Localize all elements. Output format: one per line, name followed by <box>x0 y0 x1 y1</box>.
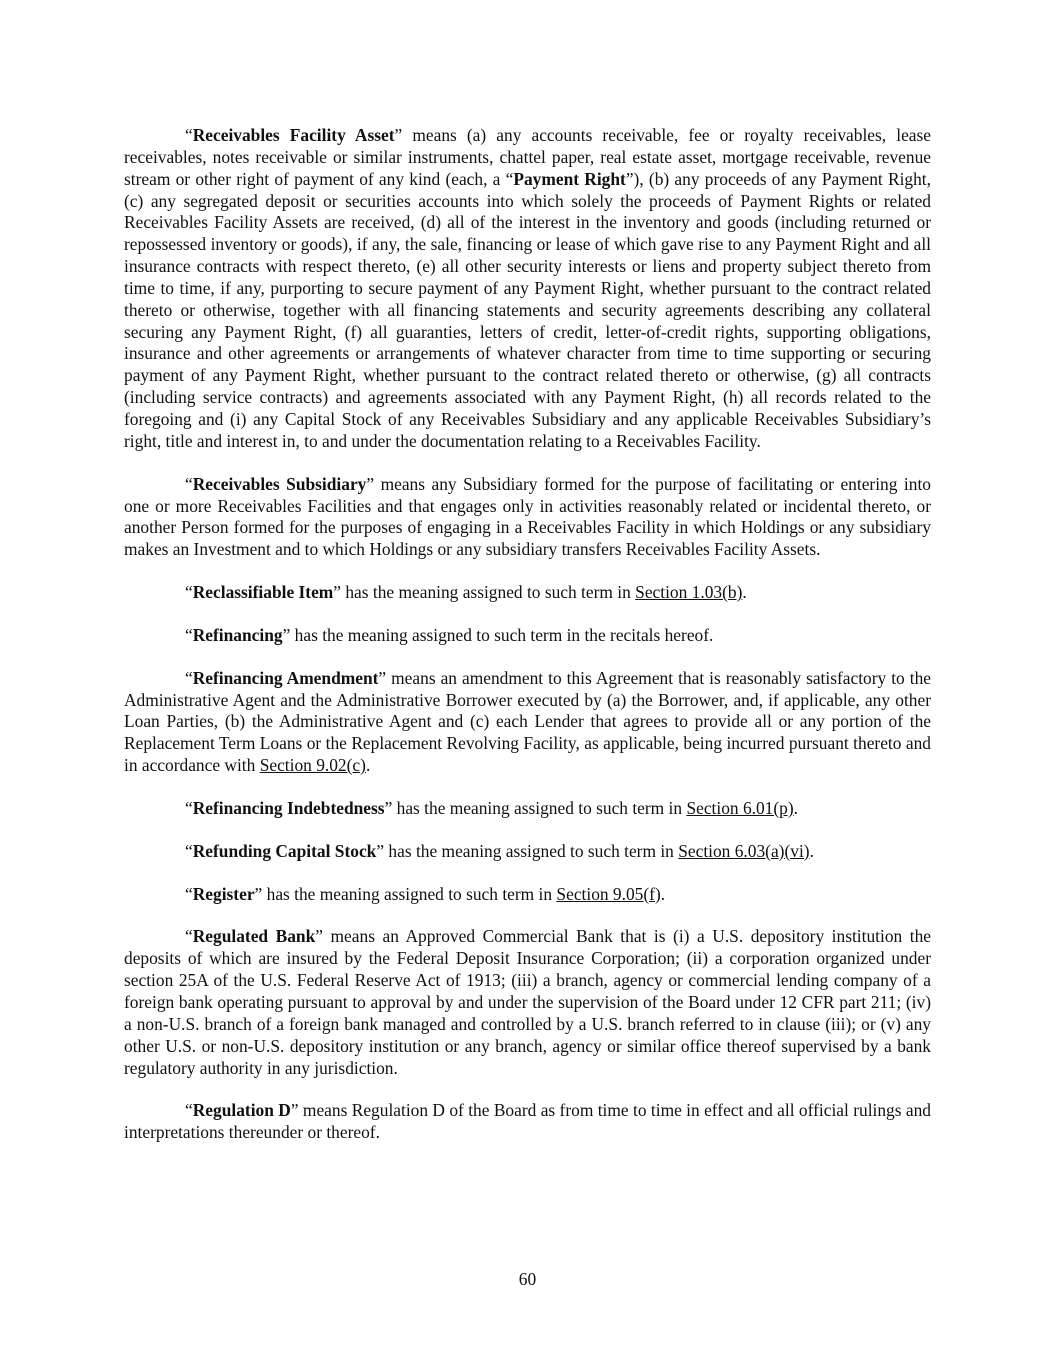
definition-refinancing-indebtedness: “Refinancing Indebtedness” has the meaning assigned to such term in Section 6.01(p). <box>185 797 799 818</box>
section-reference: Section 6.01(p) <box>686 797 794 818</box>
definition-end: . <box>660 883 666 904</box>
section-reference: Section 9.05(f) <box>556 883 661 904</box>
section-reference: Section 9.02(c) <box>259 755 366 776</box>
definition-text: has the meaning assigned to such term in <box>341 582 636 603</box>
definition-end: . <box>365 755 371 776</box>
definition-refunding-capital-stock: “Refunding Capital Stock” has the meaning assigned to such term in Section 6.03(a)(vi). <box>185 840 814 861</box>
definition-regulation-d: “Regulation D” means Regulation D of the Board as from time to time in effect and all official rulings and interpretations thereunder or thereof. <box>124 1100 931 1143</box>
definition-receivables-facility-asset: “Receivables Facility Asset” means (a) any accounts receivable, fee or royalty receivables, lease receivables, notes receivable or similar instruments, chattel paper, real estate asset, mortgage receivable, revenue stream or other right of payment of any kind (each, a “Payment Right”), (b) any proceeds of any Payment Right, (c) any segregated deposit or securities accounts into which solely the proceeds of Payment Rights or related Receivables Facility Assets are received, (d) all of the interest in the inventory and goods (including returned or repossessed inventory or goods), if any, the sale, financing or lease of which gave rise to any Payment Right and all insurance contracts with respect thereto, (e) all other security interests or liens and property subject thereto from time to time, if any, purporting to secure payment of any Payment Right, whether pursuant to the contract related thereto or otherwise, together with all financing statements and security agreements describing any collateral securing any Payment Right, (f) all guaranties, letters of credit, letter-of-credit rights, supporting obligations, insurance and other agreements or arrangements of whatever character from time to time supporting or securing payment of any Payment Right, whether pursuant to the contract related thereto or otherwise, (g) all contracts (including service contracts) and agreements associated with any Payment Right, (h) all records related to the foregoing and (i) any Capital Stock of any Receivables Subsidiary and any applicable Receivables Subsidiary’s right, title and interest in, to and under the documentation relating to a Receivables Facility. <box>124 125 931 451</box>
definition-end: . <box>742 582 747 603</box>
page-number: 60 <box>518 1269 537 1289</box>
definition-end: . <box>793 797 799 818</box>
definition-text: means an amendment to this Agreement that is reasonably satisfactory to the Administrative Agent and the Administrative Borrower executed by (a) the Borrower, and, if applicable, any other Loan Parties, (b) the Administrative Agent and (c) each Lender that agrees to provide all or any portion of the Replacement Term Loans or the Replacement Revolving Facility, as applicable, being incurred pursuant thereto and in accordance with <box>124 667 932 776</box>
section-reference: Section 1.03(b) <box>635 582 743 603</box>
definitions-section <box>124 125 931 1165</box>
definition-receivables-subsidiary: “Receivables Subsidiary” means any Subsidiary formed for the purpose of facilitating or entering into one or more Receivables Facilities and that engages only in activities reasonably related or incidental thereto, or another Person formed for the purposes of engaging in a Receivables Facility in which Holdings or any subsidiary makes an Investment and to which Holdings or any subsidiary transfers Receivables Facility Assets. <box>124 473 931 560</box>
defined-term: Reclassifiable Item <box>192 582 334 603</box>
section-reference: Section 6.03(a)(vi) <box>678 840 810 861</box>
defined-term: Refunding Capital Stock <box>192 840 377 861</box>
defined-term: Refinancing Indebtedness <box>192 797 385 818</box>
definition-text: has the meaning assigned to such term in <box>262 883 557 904</box>
defined-term: Refinancing Amendment <box>192 667 379 688</box>
inline-defined-term: Payment Right <box>513 168 626 189</box>
definition-refinancing-amendment: “Refinancing Amendment” means an amendment to this Agreement that is reasonably satisfactory to the Administrative Agent and the Administrative Borrower executed by (a) the Borrower, and, if applicable, any other Loan Parties, (b) the Administrative Agent and (c) each Lender that agrees to provide all or any portion of the Replacement Term Loans or the Replacement Revolving Facility, as applicable, being incurred pursuant thereto and in accordance with Section 9.02(c). <box>124 667 932 776</box>
definition-text: has the meaning assigned to such term in the recitals hereof. <box>290 624 714 645</box>
defined-term: Regulation D <box>192 1100 291 1121</box>
definition-register: “Register” has the meaning assigned to such term in Section 9.05(f). <box>185 883 666 904</box>
defined-term: Regulated Bank <box>192 926 316 947</box>
definition-text: means any Subsidiary formed for the purpose of facilitating or entering into one or more Receivables Facilities and that engages only in activities reasonably related or incidental thereto, or another Person formed for the purposes of engaging in a Receivables Facility in which Holdings or any subsidiary makes an Investment and to which Holdings or any subsidiary transfers Receivables Facility Assets. <box>124 473 931 560</box>
definition-refinancing: “Refinancing” has the meaning assigned to such term in the recitals hereof. <box>185 624 714 645</box>
definition-text: has the meaning assigned to such term in <box>392 797 687 818</box>
defined-term: Register <box>192 883 255 904</box>
defined-term: Receivables Subsidiary <box>192 473 367 494</box>
definition-end: . <box>809 840 814 861</box>
definition-regulated-bank: “Regulated Bank” means an Approved Commercial Bank that is (i) a U.S. depository institution the deposits of which are insured by the Federal Deposit Insurance Corporation; (ii) a corporation organized under section 25A of the U.S. Federal Reserve Act of 1913; (iii) a branch, agency or commercial lending company of a foreign bank operating pursuant to approval by and under the supervision of the Board under 12 CFR part 211; (iv) a non-U.S. branch of a foreign bank managed and controlled by a U.S. branch referred to in clause (iii); or (v) any other U.S. or non-U.S. depository institution or any branch, agency or similar office thereof supervised by a bank regulatory authority in any jurisdiction. <box>124 926 931 1078</box>
definition-text: means an Approved Commercial Bank that is (i) a U.S. depository institution the deposits of which are insured by the Federal Deposit Insurance Corporation; (ii) a corporation organized under section 25A of the U.S. Federal Reserve Act of 1913; (iii) a branch, agency or commercial lending company of a foreign bank operating pursuant to approval by and under the supervision of the Board under 12 CFR part 211; (iv) a non-U.S. branch of a foreign bank managed and controlled by a U.S. branch referred to in clause (iii); or (v) any other U.S. or non-U.S. depository institution or any branch, agency or similar office thereof supervised by a bank regulatory authority in any jurisdiction. <box>124 926 931 1078</box>
defined-term: Refinancing <box>192 624 283 645</box>
definition-text: has the meaning assigned to such term in <box>384 840 679 861</box>
definition-text-continued: ”), (b) any proceeds of any Payment Right, (c) any segregated deposit or securities accounts into which solely the proceeds of Payment Rights or related Receivables Facility Assets are received, (d) all of the interest in the inventory and goods (including returned or repossessed inventory or goods), if any, the sale, financing or lease of which gave rise to any Payment Right and all insurance contracts with respect thereto, (e) all other security interests or liens and property subject thereto from time to time, if any, purporting to secure payment of any Payment Right, whether pursuant to the contract related thereto or otherwise, together with all financing statements and security agreements describing any collateral securing any Payment Right, (f) all guaranties, letters of credit, letter-of-credit rights, supporting obligations, insurance and other agreements or arrangements of whatever character from time to time supporting or securing payment of any Payment Right, whether pursuant to the contract related thereto or otherwise, (g) all contracts (including service contracts) and agreements associated with any Payment Right, (h) all records related to the foregoing and (i) any Capital Stock of any Receivables Subsidiary and any applicable Receivables Subsidiary’s right, title and interest in, to and under the documentation relating to a Receivables Facility. <box>124 168 931 451</box>
definition-text: means Regulation D of the Board as from time to time in effect and all official rulings and interpretations thereunder or thereof. <box>124 1100 931 1143</box>
definition-text: means (a) any accounts receivable, fee or royalty receivables, lease receivables, notes receivable or similar instruments, chattel paper, real estate asset, mortgage receivable, revenue stream or other right of payment of any kind (each, a “ <box>124 125 931 189</box>
defined-term: Receivables Facility Asset <box>192 125 395 145</box>
definition-reclassifiable-item: “Reclassifiable Item” has the meaning assigned to such term in Section 1.03(b). <box>185 582 747 603</box>
